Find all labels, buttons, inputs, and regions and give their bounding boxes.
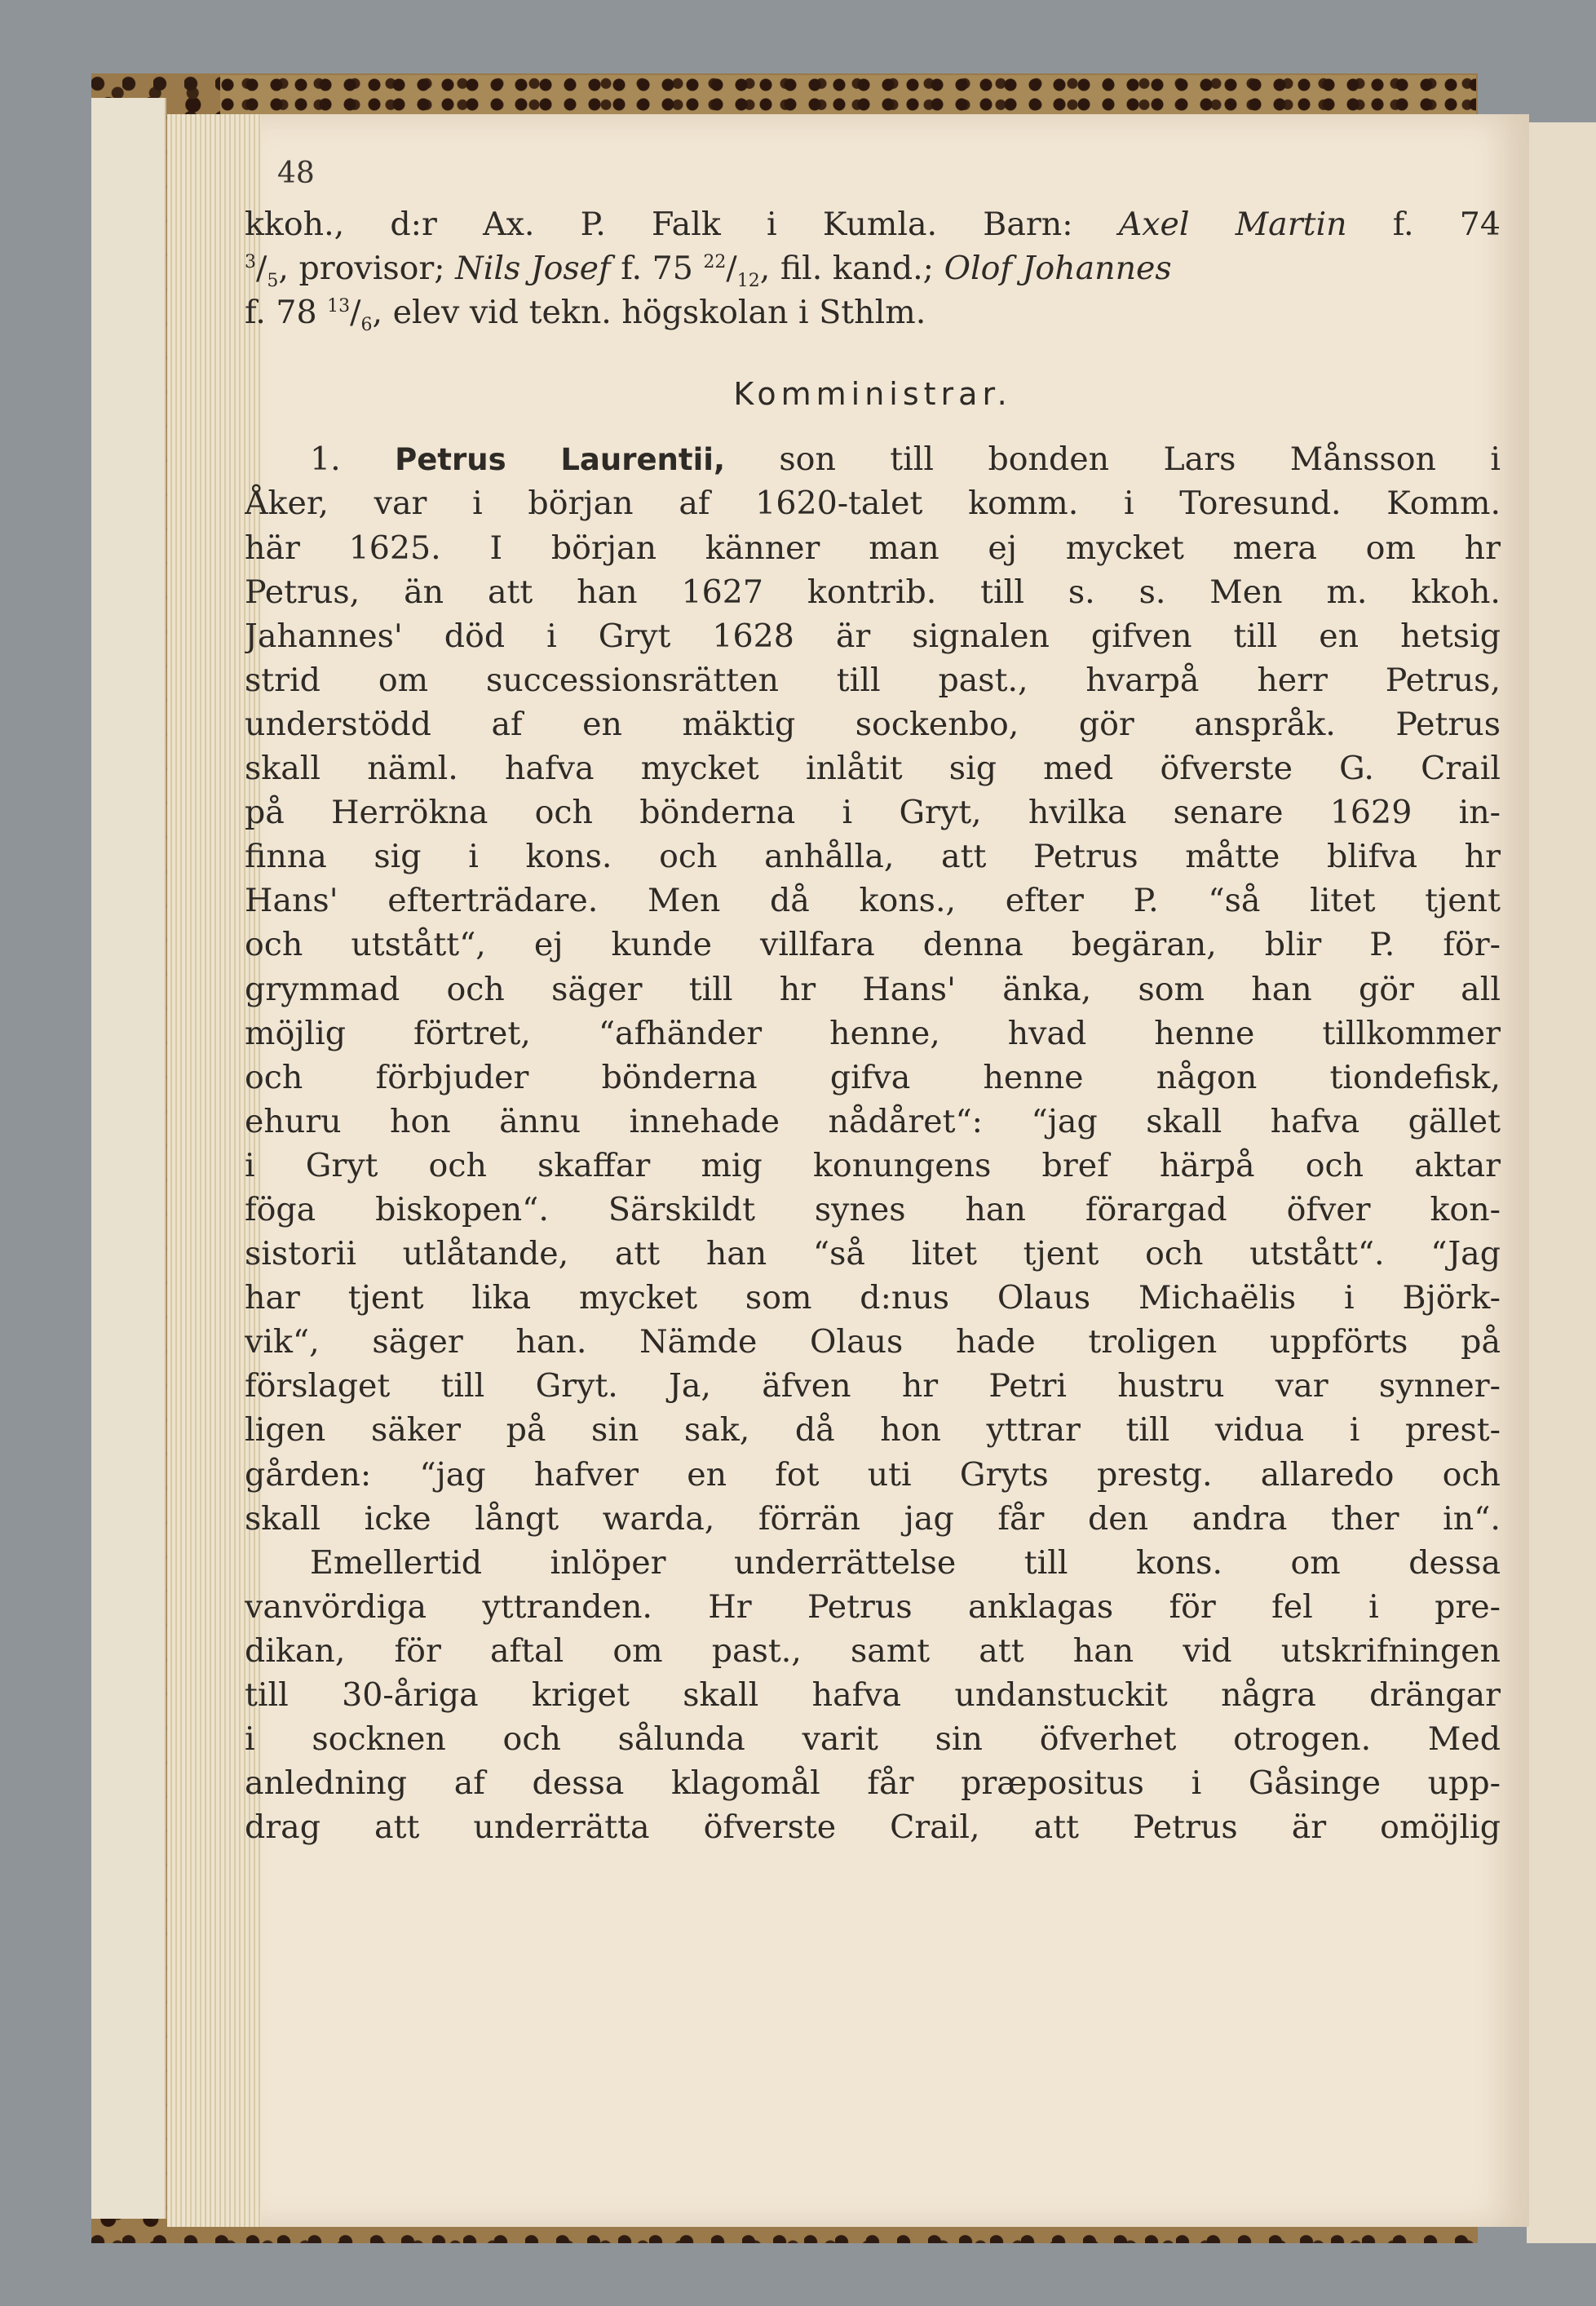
text-line: föga biskopen“. Särskildt synes han förargad öfver kon-	[245, 1190, 1501, 1228]
text-line: skall näml. hafva mycket inlåtit sig med öfverste G. Crail	[245, 750, 1501, 788]
text-line: f. 78 $^{13}/_6$, elev vid tekn. högskolan i Sthlm.	[245, 294, 926, 336]
text-line: Åker, var i början af 1620-talet komm. i Toresund. Komm.	[245, 485, 1501, 523]
text-line: förslaget till Gryt. Ja, äfven hr Petri hustru var synner-	[245, 1367, 1501, 1405]
text-line: ligen säker på sin sak, då hon yttrar till vidua i prest-	[245, 1411, 1501, 1450]
text-line: vik“, säger han. Nämde Olaus hade troligen uppförts på	[245, 1323, 1501, 1361]
text-line: Hans' efterträdare. Men då kons., efter P. “så litet tjent	[245, 882, 1501, 920]
text-line: i Gryt och skaffar mig konungens bref härpå och aktar	[245, 1146, 1501, 1184]
person-name: Petrus Laurentii,	[395, 442, 725, 478]
text-line: har tjent lika mycket som d:nus Olaus Michaëlis i Björk-	[245, 1279, 1501, 1317]
page-number: 48	[277, 157, 315, 190]
text-line: på Herrökna och bönderna i Gryt, hvilka senare 1629 in-	[245, 794, 1501, 832]
text-line: ehuru hon ännu innehade nådåret“: “jag skall hafva gället	[245, 1102, 1501, 1140]
paragraph-1	[245, 481, 1501, 1540]
text-line: i socknen och sålunda varit sin öfverhet otrogen. Med	[245, 1720, 1501, 1759]
text-line: anledning af dessa klagomål får præpositus i Gåsinge upp-	[245, 1764, 1501, 1803]
text-line: Emellertid inlöper underrättelse till kons. om dessa	[310, 1543, 1501, 1582]
text-line: till 30-åriga kriget skall hafva undanstuckit några drängar	[245, 1676, 1501, 1714]
text-line: drag att underrätta öfverste Crail, att Petrus är omöjlig	[245, 1808, 1501, 1847]
text-line: kkoh., d:r Ax. P. Falk i Kumla. Barn: Axel Martin f. 74	[245, 206, 1501, 243]
text-line: och utstått“, ej kunde villfara denna begäran, blir P. för-	[245, 926, 1501, 964]
text-line: grymmad och säger till hr Hans' änka, som han gör all	[245, 970, 1501, 1008]
text-line: och förbjuder bönderna gifva henne någon tiondefisk,	[245, 1058, 1501, 1096]
paragraph-2	[245, 1541, 1501, 1850]
text-line: dikan, för aftal om past., samt att han vid utskrifningen	[245, 1631, 1501, 1670]
text-line: Jahannes' död i Gryt 1628 är signalen gifven till en hetsig	[245, 617, 1501, 655]
text-line: vanvördiga yttranden. Hr Petrus anklagas för fel i pre-	[245, 1587, 1501, 1626]
page-text	[245, 202, 1501, 1849]
text-line: skall icke långt warda, förrän jag får den andra ther in“.	[245, 1499, 1501, 1538]
book-cover-top-edge	[220, 75, 1476, 116]
facing-page-edge	[1527, 122, 1596, 2243]
text-line: understödd af en mäktig sockenbo, gör anspråk. Petrus	[245, 705, 1501, 743]
text-line: finna sig i kons. och anhålla, att Petrus måtte blifva hr	[245, 838, 1501, 876]
text-line: strid om successionsrätten till past., hvarpå herr Petrus,	[245, 661, 1501, 699]
book-spine-edge	[91, 98, 166, 2219]
text-line: här 1625. I början känner man ej mycket mera om hr	[245, 529, 1501, 567]
text-line: möjlig förtret, “afhänder henne, hvad henne tillkommer	[245, 1014, 1501, 1052]
text-line: gården: “jag hafver en fot uti Gryts prestg. allaredo och	[245, 1455, 1501, 1494]
text-line: Petrus, än att han 1627 kontrib. till s. s. Men m. kkoh.	[245, 573, 1501, 611]
text-line: $^3/_5$, provisor; Nils Josef f. 75 $^{22}/_{12}$, fil. kand.; Olof Johannes	[245, 250, 1172, 291]
text-line: sistorii utlåtande, att han “så litet tjent och utstått“. “Jag	[245, 1235, 1501, 1273]
text-line: 1. Petrus Laurentii, son till bonden Lars Månsson i	[310, 440, 1501, 479]
section-heading: Komministrar.	[733, 376, 1012, 413]
